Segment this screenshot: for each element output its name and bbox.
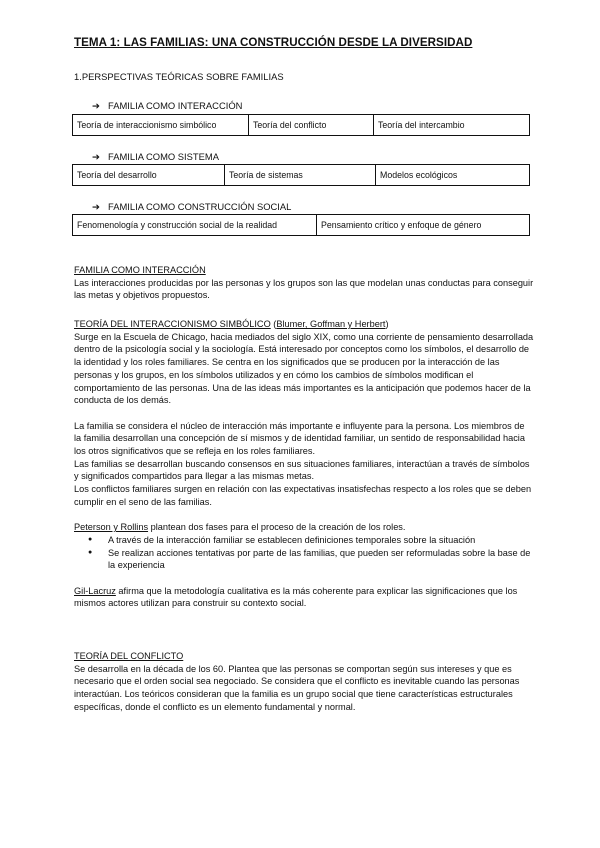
- table-cell: Pensamiento crítico y enfoque de género: [317, 215, 530, 236]
- authors-open: (: [270, 319, 277, 329]
- paragraph: Las familias se desarrollan buscando consensos en sus situaciones familiares, interactúan a través de símbolos y significados compartidos para llegar a las mismas metas.: [74, 458, 530, 482]
- arrow-right-icon: ➔: [92, 151, 100, 162]
- table-cell: Fenomenología y construcción social de la realidad: [73, 215, 317, 236]
- paragraph-peterson: [74, 521, 534, 534]
- list-item: ● A través de la interacción familiar se establecen definiciones temporales sobre la situación: [74, 534, 534, 547]
- document-title: TEMA 1: LAS FAMILIAS: UNA CONSTRUCCIÓN DESDE LA DIVERSIDAD: [74, 36, 473, 49]
- group-label-text: FAMILIA COMO INTERACCIÓN: [108, 100, 243, 111]
- table-cell: Teoría de sistemas: [225, 165, 376, 186]
- paragraph-gil: [74, 585, 534, 610]
- table-cell: Teoría del conflicto: [249, 115, 374, 136]
- blank-line: [74, 407, 534, 420]
- paragraph: La familia se considera el núcleo de interacción más importante e influyente para la persona. Los miembros de la familia desarrollan una concepción de sí mismos y de identidad familiar, un sentido de responsabilidad hacia los otros significativos que se refleja en los roles familiares.: [74, 420, 525, 457]
- section-heading-conflicto: TEORÍA DEL CONFLICTO: [74, 651, 184, 661]
- arrow-right-icon: ➔: [92, 201, 100, 212]
- paragraph-text: afirma que la metodología cualitativa es la más coherente para explicar las significaciones que los mismos actores utilizan para construir su contexto social.: [74, 585, 518, 609]
- list-item: ● Se realizan acciones tentativas por parte de las familias, que pueden ser reformuladas sobre la base de la experiencia: [74, 547, 534, 572]
- section-heading-simbolico: [74, 318, 534, 331]
- group-label-text: FAMILIA COMO CONSTRUCCIÓN SOCIAL: [108, 201, 292, 212]
- group-label-construccion: [92, 201, 291, 213]
- section-simbolico: [74, 318, 534, 610]
- blank-line: [74, 509, 534, 522]
- table-cell: Teoría del intercambio: [374, 115, 530, 136]
- table-cell: Modelos ecológicos: [376, 165, 530, 186]
- heading-text: TEORÍA DEL INTERACCIONISMO SIMBÓLICO: [74, 319, 271, 329]
- author-name: Gil-Lacruz: [74, 585, 116, 596]
- section-heading: 1.PERSPECTIVAS TEÓRICAS SOBRE FAMILIAS: [74, 71, 284, 82]
- theories-table-construccion: [72, 214, 530, 236]
- theories-table-sistema: [72, 164, 530, 186]
- arrow-right-icon: ➔: [92, 100, 100, 111]
- group-label-sistema: [92, 151, 219, 163]
- paragraph: Los conflictos familiares surgen en relación con las expectativas insatisfechas respecto a los roles que se deben cumplir en el seno de las familias.: [74, 484, 532, 507]
- author-name: Peterson y Rollins: [74, 522, 149, 533]
- section-interaccion: [74, 264, 534, 302]
- theories-table-interaccion: [72, 114, 530, 136]
- authors-link: Blumer, Goffman y Herbert: [276, 319, 386, 329]
- paragraph-text: plantean dos fases para el proceso de la creación de los roles.: [148, 522, 406, 533]
- group-label-interaccion: [92, 100, 242, 112]
- section-heading-interaccion: FAMILIA COMO INTERACCIÓN: [74, 265, 206, 275]
- authors-close: ): [385, 319, 389, 329]
- table-cell: Teoría del desarrollo: [73, 165, 225, 186]
- blank-line: [74, 572, 534, 585]
- paragraph: Surge en la Escuela de Chicago, hacia mediados del siglo XIX, como una corriente de pensamiento desarrollada dentro de la psicología social y la sociología. Está interesado por conceptos como los símbolos, el desarrollo de la identidad y los roles familiares. Se centra en los significados que se producen por la interacción de las personas y los grupos, en los símbolos utilizados y en cómo los cambios de símbolos modifican el comportamiento de las personas. Una de las ideas más importantes es la anticipación que podemos hacer de la conducta de los demás.: [74, 331, 534, 406]
- section-conflicto: [74, 650, 534, 714]
- bullet-list: [74, 534, 534, 572]
- table-cell: Teoría de interaccionismo simbólico: [73, 115, 249, 136]
- paragraph: Se desarrolla en la década de los 60. Plantea que las personas se comportan según sus intereses y que es necesario que el orden social sea negociado. Se considera que el conflicto es inevitable cuando las personas interactúan. Los teóricos consideran que la familia es un grupo social que tiene características estructurales específicas, donde el conflicto es un elemento fundamental y normal.: [74, 663, 520, 712]
- group-label-text: FAMILIA COMO SISTEMA: [108, 151, 219, 162]
- paragraph: Las interacciones producidas por las personas y los grupos son las que modelan unas conductas para conseguir las metas y objetivos propuestos.: [74, 277, 534, 301]
